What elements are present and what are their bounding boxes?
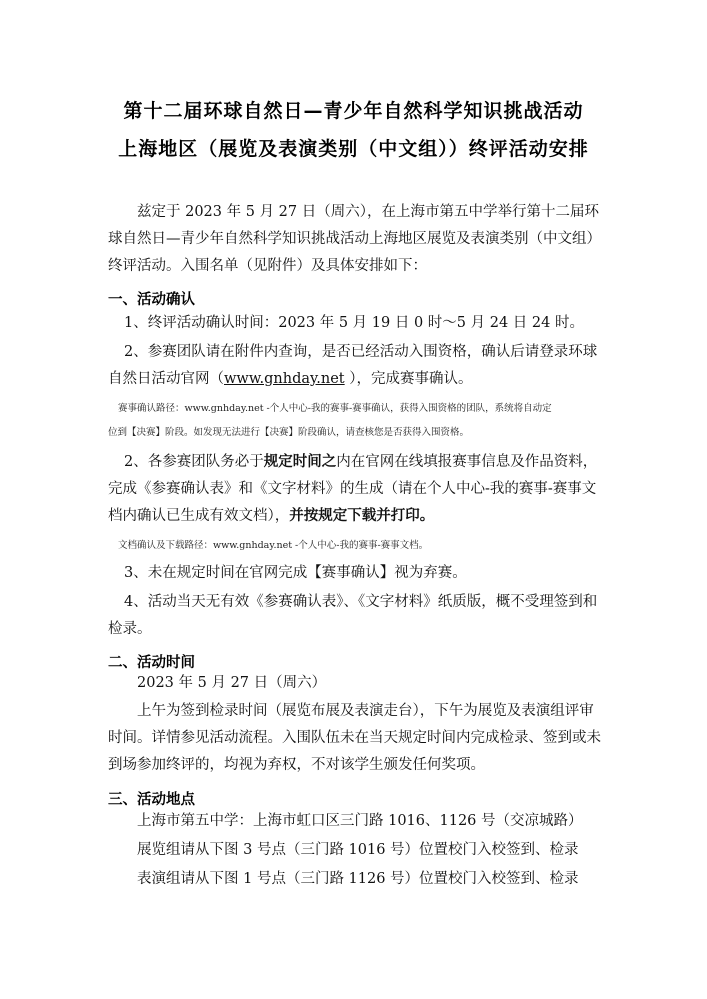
section3-heading: 三、活动地点 [108,792,195,808]
event-date: 2023 年 5 月 27 日（周六） [137,675,327,691]
confirm-path-note-line1: 赛事确认路径：www.gnhday.net -个人中心-我的赛事-赛事确认，获得入围资格的团队，系统将自动定 [118,403,552,414]
section1-item2-tail: ），完成赛事确认。 [344,371,473,387]
deadline-emphasis: 规定时间之 [263,454,337,470]
official-site-link[interactable]: www.gnhday.net [224,371,345,387]
section1-item3 [108,449,604,530]
document-title-line2: 上海地区（展览及表演类别（中文组））终评活动安排 [118,138,589,160]
confirm-path-note-line2: 位到【决赛】阶段。如发现无法进行【决赛】阶段确认，请查核您是否获得入围资格。 [108,427,470,438]
performance-entrance: 表演组请从下图 1 号点（三门路 1126 号）位置校门入校签到、检录 [137,871,579,887]
download-path-note: 文档确认及下载路径：www.gnhday.net -个人中心-我的赛事-赛事文档。 [118,540,429,551]
document-title-line1: 第十二届环球自然日—青少年自然科学知识挑战活动 [123,100,584,122]
section1-item2 [108,339,604,393]
section1-item4: 3、未在规定时间在官网完成【赛事确认】视为弃赛。 [124,565,467,581]
event-time-description: 上午为签到检录时间（展览布展及表演走台），下午为展览及表演组评审时间。详情参见活动流程。入围队伍未在当天规定时间内完成检录、签到或未到场参加终评的，均视为弃权，不对该学生颁发任何奖项。 [108,703,601,773]
venue-address: 上海市第五中学：上海市虹口区三门路 1016、1126 号（交凉城路） [137,813,583,829]
section1-heading: 一、活动确认 [108,292,195,308]
section1-item1: 1、终评活动确认时间：2023 年 5 月 19 日 0 时～5 月 24 日 24 时。 [124,315,584,331]
section1-item3-text: 2、各参赛团队务必于 [124,454,264,470]
print-emphasis: 并按规定下载并打印。 [289,508,435,524]
section1-item5: 4、活动当天无有效《参赛确认表》、《文字材料》纸质版，概不受理签到和检录。 [108,594,598,637]
section2-heading: 二、活动时间 [108,655,195,671]
exhibition-entrance: 展览组请从下图 3 号点（三门路 1016 号）位置校门入校签到、检录 [137,842,579,858]
intro-paragraph: 兹定于 2023 年 5 月 27 日（周六），在上海市第五中学举行第十二届环球自然日—青少年自然科学知识挑战活动上海地区展览及表演类别（中文组）终评活动。入围名单（见附件）及具体安排如下： [108,204,601,274]
section1-item3-mid: 内在官网在线填报赛事信息及作品资料，完成《参赛确认表》和《文字材料》的生成（请在个人中心-我的赛事-赛事文档内确认已生成有效文档）， [108,454,598,524]
section1-item2-text: 2、参赛团队请在附件内查询，是否已经活动入围资格，确认后请登录环球自然日活动官网（ [108,344,598,387]
